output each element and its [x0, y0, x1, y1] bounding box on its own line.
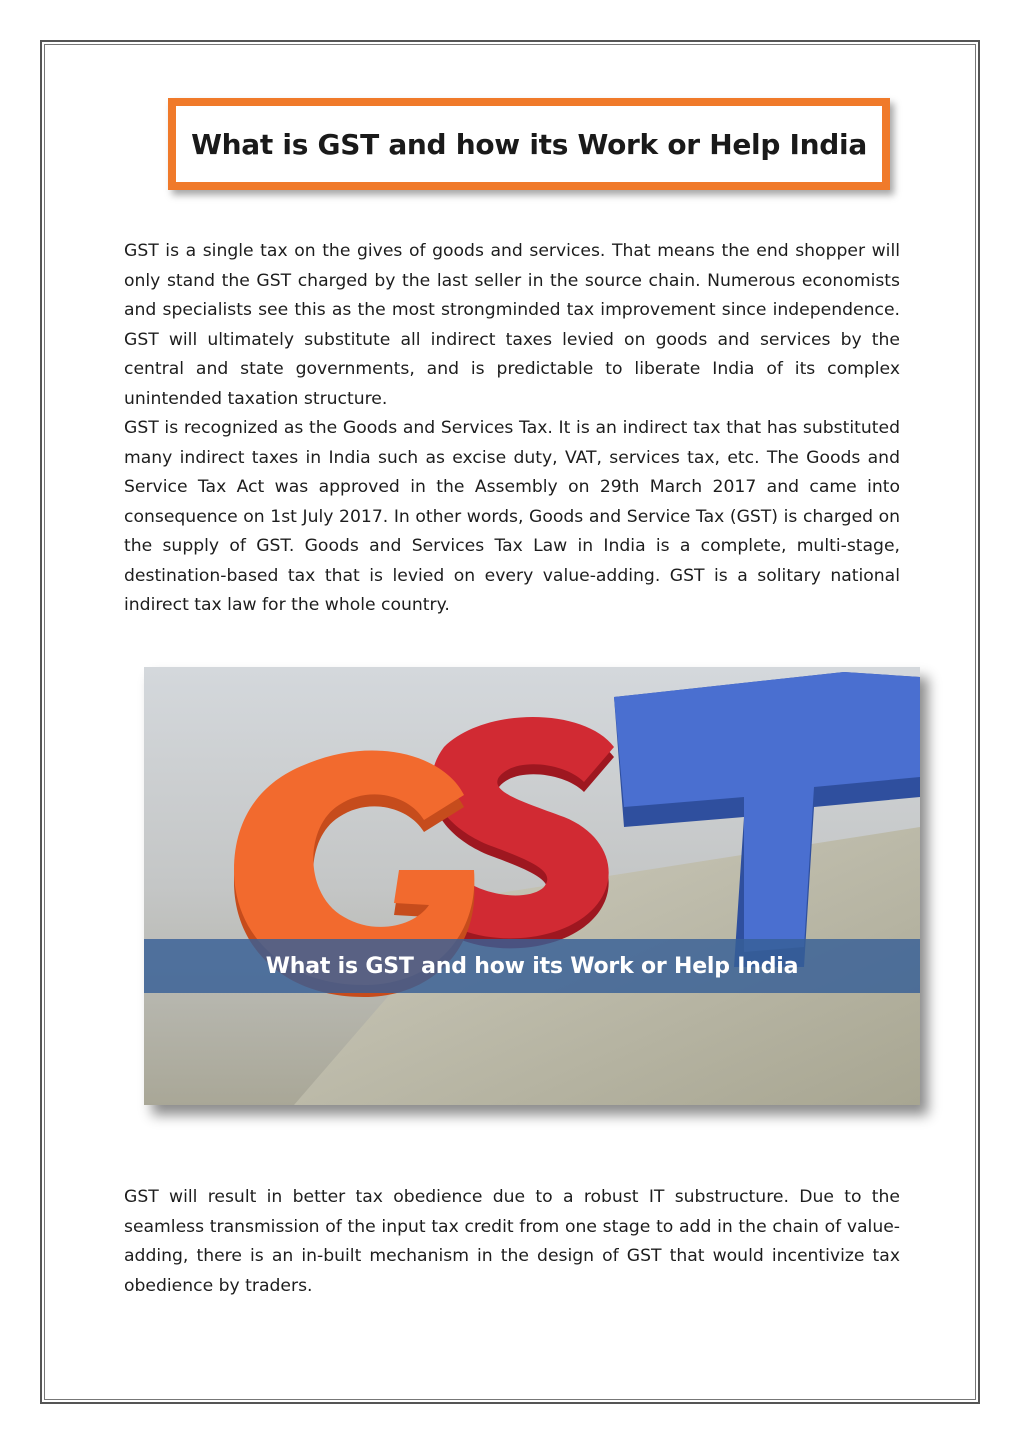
gst-letters-illustration [144, 667, 920, 1105]
photo-caption: What is GST and how its Work or Help India [265, 953, 799, 979]
paragraph-3: GST will result in better tax obedience due to a robust IT substructure. Due to the seamless transmission of the input tax credit from one stage to add in the chain of value-adding, there is an in-built mechanism in the design of GST that would incentivize tax obedience by traders. [124, 1187, 900, 1296]
closing-text [124, 1183, 900, 1301]
gst-photo [144, 667, 920, 1105]
intro-text [124, 237, 900, 621]
title-box [168, 98, 890, 190]
page-title: What is GST and how its Work or Help India [191, 127, 867, 161]
photo-caption-band [144, 939, 920, 993]
paragraph-2: GST is recognized as the Goods and Services Tax. It is an indirect tax that has substituted many indirect taxes in India such as excise duty, VAT, services tax, etc. The Goods and Service Tax Act was approved in the Assembly on 29th March 2017 and came into consequence on 1st July 2017. In other words, Goods and Service Tax (GST) is charged on the supply of GST. Goods and Services Tax Law in India is a complete, multi-stage, destination-based tax that is levied on every value-adding. GST is a solitary national indirect tax law for the whole country. [124, 418, 900, 615]
paragraph-1: GST is a single tax on the gives of goods and services. That means the end shopper will only stand the GST charged by the last seller in the source chain. Numerous economists and specialists see this as the most strongminded tax improvement since independence. GST will ultimately substitute all indirect taxes levied on goods and services by the central and state governments, and is predictable to liberate India of its complex unintended taxation structure. [124, 241, 900, 409]
title-box-inner [176, 106, 882, 182]
